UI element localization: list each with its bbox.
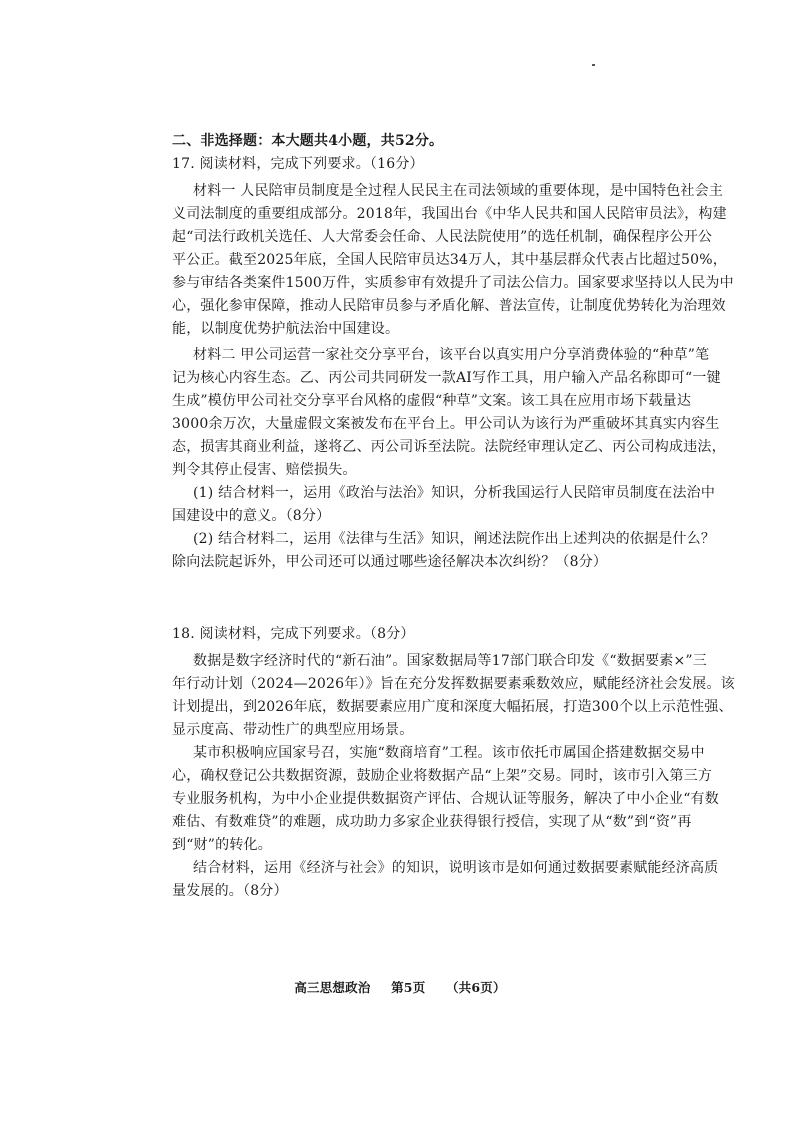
q18-para2-line: 心，确权登记公共数据资源，鼓励企业将数据产品“上架”交易。同时，该市引入第三方: [172, 768, 713, 784]
q18-para1-line: 年行动计划（2024—2026年）》旨在充分发挥数据要素乘数效应，赋能经济社会发展。该: [172, 676, 735, 692]
q17-sub2-line: 除向法院起诉外，甲公司还可以通过哪些途径解决本次纠纷？（8分）: [172, 554, 608, 570]
scan-speck: [592, 64, 595, 66]
footer-page-number: 第5页: [391, 980, 426, 995]
q17-material2-line: 材料二 甲公司运营一家社交分享平台，该平台以真实用户分享消费体验的“种草”笔: [193, 347, 710, 363]
footer-total-pages: （共6页）: [445, 980, 506, 995]
q18-title: 18. 阅读材料，完成下列要求。（8分）: [172, 626, 415, 642]
q17-material2-line: 记为核心内容生态。乙、丙公司共同研发一款AI写作工具，用户输入产品名称即可“一键: [172, 370, 721, 386]
q18-para2-line: 某市积极响应国家号召，实施“数商培育”工程。该市依托市属国企搭建数据交易中: [193, 745, 705, 761]
q17-material1-line: 起“司法行政机关选任、人大常委会任命、人民法院使用”的选任机制，确保程序公开公: [172, 229, 713, 245]
q18-question-line: 量发展的。（8分）: [172, 883, 288, 899]
q17-material1-line: 平公正。截至2025年底，全国人民陪审员达34万人，其中基层群众代表占比超过50%，: [172, 252, 727, 268]
q17-material1-line: 心，强化参审保障，推动人民陪审员参与矛盾化解、普法宣传，让制度优势转化为治理效: [172, 298, 726, 314]
q18-para2-line: 难估、有数难贷”的难题，成功助力多家企业获得银行授信，实现了从“数”到“资”再: [172, 814, 692, 830]
section-header: 二、非选择题：本大题共4小题，共52分。: [172, 133, 444, 149]
footer-subject: 高三思想政治: [294, 980, 371, 995]
q17-sub1-line: 国建设中的意义。（8分）: [172, 508, 331, 524]
q18-para1-line: 计划提出，到2026年底，数据要素应用广度和深度大幅拓展，打造300个以上示范性强、: [172, 699, 733, 715]
q17-sub2-line: (2) 结合材料二，运用《法律与生活》知识，阐述法院作出上述判决的依据是什么？: [193, 531, 716, 547]
q18-para1-line: 数据是数字经济时代的“新石油”。国家数据局等17部门联合印发《“数据要素×”三: [193, 653, 707, 669]
q18-para2-line: 到“财”的转化。: [172, 837, 272, 853]
q17-material2-line: 态，损害其商业利益，遂将乙、丙公司诉至法院。法院经审理认定乙、丙公司构成违法，: [172, 439, 726, 455]
page-footer: [0, 978, 800, 996]
q17-sub1-line: (1) 结合材料一，运用《政治与法治》知识，分析我国运行人民陪审员制度在法治中: [193, 485, 716, 501]
q18-para2-line: 专业服务机构，为中小企业提供数据资产评估、合规认证等服务，解决了中小企业“有数: [172, 791, 719, 807]
q17-material2-line: 3000余万次，大量虚假文案被发布在平台上。甲公司认为该行为严重破坏其真实内容生: [172, 416, 720, 432]
q17-material2-line: 判令其停止侵害、赔偿损失。: [172, 462, 357, 478]
q17-material1-line: 义司法制度的重要组成部分。2018年，我国出台《中华人民共和国人民陪审员法》，构建: [172, 206, 727, 222]
q17-material1-line: 材料一 人民陪审员制度是全过程人民民主在司法领域的重要体现，是中国特色社会主: [193, 183, 724, 199]
q18-question-line: 结合材料，运用《经济与社会》的知识，说明该市是如何通过数据要素赋能经济高质: [193, 860, 719, 876]
q17-material1-line: 参与审结各类案件1500万件，实质参审有效提升了司法公信力。国家要求坚持以人民为中: [172, 275, 734, 291]
q17-material1-line: 能，以制度优势护航法治中国建设。: [172, 321, 400, 337]
q17-material2-line: 生成”模仿甲公司社交分享平台风格的虚假“种草”文案。该工具在应用市场下载量达: [172, 393, 692, 409]
q17-title: 17. 阅读材料，完成下列要求。（16分）: [172, 156, 424, 172]
q18-para1-line: 显示度高、带动性广的典型应用场景。: [172, 722, 414, 738]
